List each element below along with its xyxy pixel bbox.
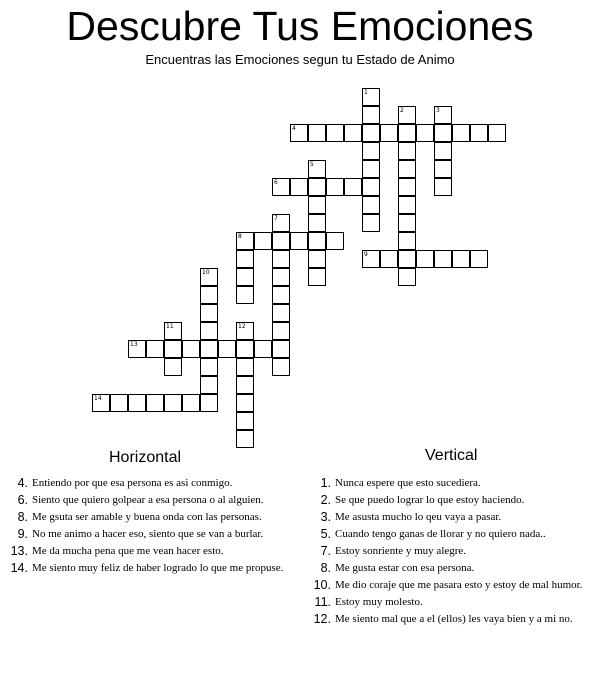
grid-cell[interactable] <box>434 250 452 268</box>
grid-cell[interactable] <box>452 250 470 268</box>
grid-cell[interactable] <box>272 322 290 340</box>
grid-cell-number: 6 <box>274 179 278 186</box>
clue-number: 11. <box>314 595 331 609</box>
clue-text: Me gusta estar con esa persona. <box>335 562 475 574</box>
clue-number: 8. <box>320 561 331 575</box>
clue-number: 13. <box>10 544 28 558</box>
grid-cell[interactable] <box>128 340 146 358</box>
clue-text: Me gsuta ser amable y buena onda con las personas. <box>32 511 262 523</box>
clue-text: Nunca espere que esto sucediera. <box>335 477 481 489</box>
clue-item <box>309 477 599 490</box>
grid-cell[interactable] <box>200 394 218 412</box>
grid-cell[interactable] <box>344 178 362 196</box>
grid-cell[interactable] <box>362 178 380 196</box>
clue-number: 5. <box>320 527 331 541</box>
grid-cell-number: 9 <box>364 251 368 258</box>
grid-cell[interactable] <box>362 124 380 142</box>
clue-text: No me animo a hacer eso, siento que se van a burlar. <box>32 528 264 540</box>
grid-cell[interactable] <box>164 322 182 340</box>
clue-item <box>309 545 599 558</box>
grid-cell[interactable] <box>362 214 380 232</box>
clue-text: Cuando tengo ganas de llorar y no quiero nada.. <box>335 528 546 540</box>
grid-cell[interactable] <box>110 394 128 412</box>
clue-number: 14. <box>10 561 28 575</box>
clue-item <box>6 562 290 575</box>
grid-cell[interactable] <box>236 250 254 268</box>
clue-item <box>309 613 599 626</box>
clue-number: 12. <box>313 612 331 626</box>
clue-item <box>309 494 599 507</box>
clue-text: Me asusta mucho lo qeu vaya a pasar. <box>335 511 502 523</box>
grid-cell[interactable] <box>290 178 308 196</box>
clue-text: Siento que quiero golpear a esa persona o al alguien. <box>32 494 264 506</box>
grid-cell[interactable] <box>290 124 308 142</box>
grid-cell[interactable] <box>164 358 182 376</box>
grid-cell[interactable] <box>434 178 452 196</box>
grid-cell[interactable] <box>146 394 164 412</box>
across-clue-list <box>6 477 290 579</box>
clue-number: 3. <box>320 510 331 524</box>
clue-item <box>309 528 599 541</box>
grid-cell[interactable] <box>254 232 272 250</box>
grid-cell[interactable] <box>326 232 344 250</box>
grid-cell[interactable] <box>236 268 254 286</box>
grid-cell[interactable] <box>272 178 290 196</box>
grid-cell[interactable] <box>398 250 416 268</box>
grid-cell[interactable] <box>272 358 290 376</box>
clue-number: 8. <box>17 510 28 524</box>
grid-cell[interactable] <box>164 340 182 358</box>
clue-item <box>6 494 290 507</box>
grid-cell[interactable] <box>146 340 164 358</box>
grid-cell[interactable] <box>308 268 326 286</box>
clue-number: 4. <box>17 476 28 490</box>
grid-cell[interactable] <box>308 160 326 178</box>
grid-cell[interactable] <box>290 232 308 250</box>
grid-cell[interactable] <box>434 160 452 178</box>
grid-cell[interactable] <box>398 124 416 142</box>
clue-number: 7. <box>320 544 331 558</box>
grid-cell-number: 12 <box>238 323 246 330</box>
grid-cell[interactable] <box>308 250 326 268</box>
grid-cell[interactable] <box>308 196 326 214</box>
grid-cell[interactable] <box>434 106 452 124</box>
grid-cell[interactable] <box>434 124 452 142</box>
grid-cell[interactable] <box>398 232 416 250</box>
grid-cell-number: 13 <box>130 341 138 348</box>
grid-cell[interactable] <box>236 412 254 430</box>
grid-cell-number: 4 <box>292 125 296 132</box>
grid-cell[interactable] <box>470 250 488 268</box>
grid-cell[interactable] <box>200 376 218 394</box>
clue-item <box>6 477 290 490</box>
clue-text: Estoy muy molesto. <box>335 596 423 608</box>
down-heading: Vertical <box>425 447 478 464</box>
grid-cell[interactable] <box>200 340 218 358</box>
grid-cell-number: 2 <box>400 107 404 114</box>
grid-cell[interactable] <box>236 376 254 394</box>
grid-cell-number: 14 <box>94 395 102 402</box>
grid-cell[interactable] <box>200 322 218 340</box>
clue-item <box>6 511 290 524</box>
clue-text: Entiendo por que esa persona es asi conmigo. <box>32 477 233 489</box>
grid-cell[interactable] <box>398 106 416 124</box>
clue-item <box>309 596 599 609</box>
grid-cell[interactable] <box>272 232 290 250</box>
grid-cell-number: 7 <box>274 215 278 222</box>
clue-item <box>309 562 599 575</box>
grid-cell-number: 11 <box>166 323 174 330</box>
clue-number: 10. <box>313 578 331 592</box>
grid-cell[interactable] <box>236 286 254 304</box>
clue-item <box>6 528 290 541</box>
grid-cell[interactable] <box>434 142 452 160</box>
grid-cell[interactable] <box>236 340 254 358</box>
grid-cell[interactable] <box>362 196 380 214</box>
grid-cell-number: 5 <box>310 161 314 168</box>
grid-cell[interactable] <box>362 88 380 106</box>
clue-item <box>309 579 599 592</box>
grid-cell[interactable] <box>398 178 416 196</box>
grid-cell[interactable] <box>236 430 254 448</box>
clue-text: Me dio coraje que me pasara esto y estoy de mal humor. <box>335 579 583 591</box>
clue-number: 1. <box>320 476 331 490</box>
clue-number: 9. <box>17 527 28 541</box>
grid-cell[interactable] <box>398 160 416 178</box>
grid-cell[interactable] <box>470 124 488 142</box>
down-clue-list <box>309 477 599 630</box>
grid-cell[interactable] <box>308 232 326 250</box>
grid-cell[interactable] <box>362 250 380 268</box>
clue-number: 2. <box>320 493 331 507</box>
grid-cell[interactable] <box>272 250 290 268</box>
clue-number: 6. <box>17 493 28 507</box>
page-subtitle: Encuentras las Emociones segun tu Estado de Animo <box>145 52 455 67</box>
grid-cell[interactable] <box>182 340 200 358</box>
grid-cell[interactable] <box>272 304 290 322</box>
grid-cell[interactable] <box>326 178 344 196</box>
grid-cell[interactable] <box>362 160 380 178</box>
grid-cell[interactable] <box>308 214 326 232</box>
grid-cell[interactable] <box>362 142 380 160</box>
grid-cell[interactable] <box>182 394 200 412</box>
grid-cell[interactable] <box>398 142 416 160</box>
clue-text: Me da mucha pena que me vean hacer esto. <box>32 545 224 557</box>
grid-cell[interactable] <box>398 196 416 214</box>
grid-cell[interactable] <box>452 124 470 142</box>
grid-cell[interactable] <box>272 268 290 286</box>
grid-cell[interactable] <box>236 322 254 340</box>
clue-item <box>309 511 599 524</box>
grid-cell[interactable] <box>380 124 398 142</box>
grid-cell[interactable] <box>200 358 218 376</box>
clue-item <box>6 545 290 558</box>
grid-cell-number: 1 <box>364 89 368 96</box>
grid-cell[interactable] <box>272 286 290 304</box>
grid-cell[interactable] <box>398 268 416 286</box>
grid-cell-number: 3 <box>436 107 440 114</box>
clue-text: Me siento mal que a el (ellos) les vaya bien y a mi no. <box>335 613 573 625</box>
clue-text: Me siento muy feliz de haber logrado lo que me propuse. <box>32 562 284 574</box>
clue-text: Estoy sonriente y muy alegre. <box>335 545 467 557</box>
across-heading: Horizontal <box>109 449 182 466</box>
grid-cell[interactable] <box>236 394 254 412</box>
grid-cell[interactable] <box>254 340 272 358</box>
grid-cell[interactable] <box>344 124 362 142</box>
grid-cell[interactable] <box>272 214 290 232</box>
grid-cell[interactable] <box>164 394 182 412</box>
grid-cell[interactable] <box>92 394 110 412</box>
page-title: Descubre Tus Emociones <box>66 3 534 49</box>
grid-cell[interactable] <box>200 268 218 286</box>
grid-cell[interactable] <box>218 340 236 358</box>
grid-cell-number: 10 <box>202 269 210 276</box>
grid-cell[interactable] <box>308 178 326 196</box>
grid-cell[interactable] <box>362 106 380 124</box>
grid-cell[interactable] <box>308 124 326 142</box>
clue-text: Se que puedo lograr lo que estoy haciendo. <box>335 494 525 506</box>
grid-cell[interactable] <box>326 124 344 142</box>
grid-cell[interactable] <box>272 340 290 358</box>
grid-cell[interactable] <box>236 358 254 376</box>
grid-cell[interactable] <box>236 232 254 250</box>
grid-cell[interactable] <box>128 394 146 412</box>
grid-cell-number: 8 <box>238 233 242 240</box>
grid-cell[interactable] <box>416 250 434 268</box>
grid-cell[interactable] <box>488 124 506 142</box>
grid-cell[interactable] <box>416 124 434 142</box>
grid-cell[interactable] <box>200 304 218 322</box>
grid-cell[interactable] <box>200 286 218 304</box>
grid-cell[interactable] <box>398 214 416 232</box>
grid-cell[interactable] <box>380 250 398 268</box>
